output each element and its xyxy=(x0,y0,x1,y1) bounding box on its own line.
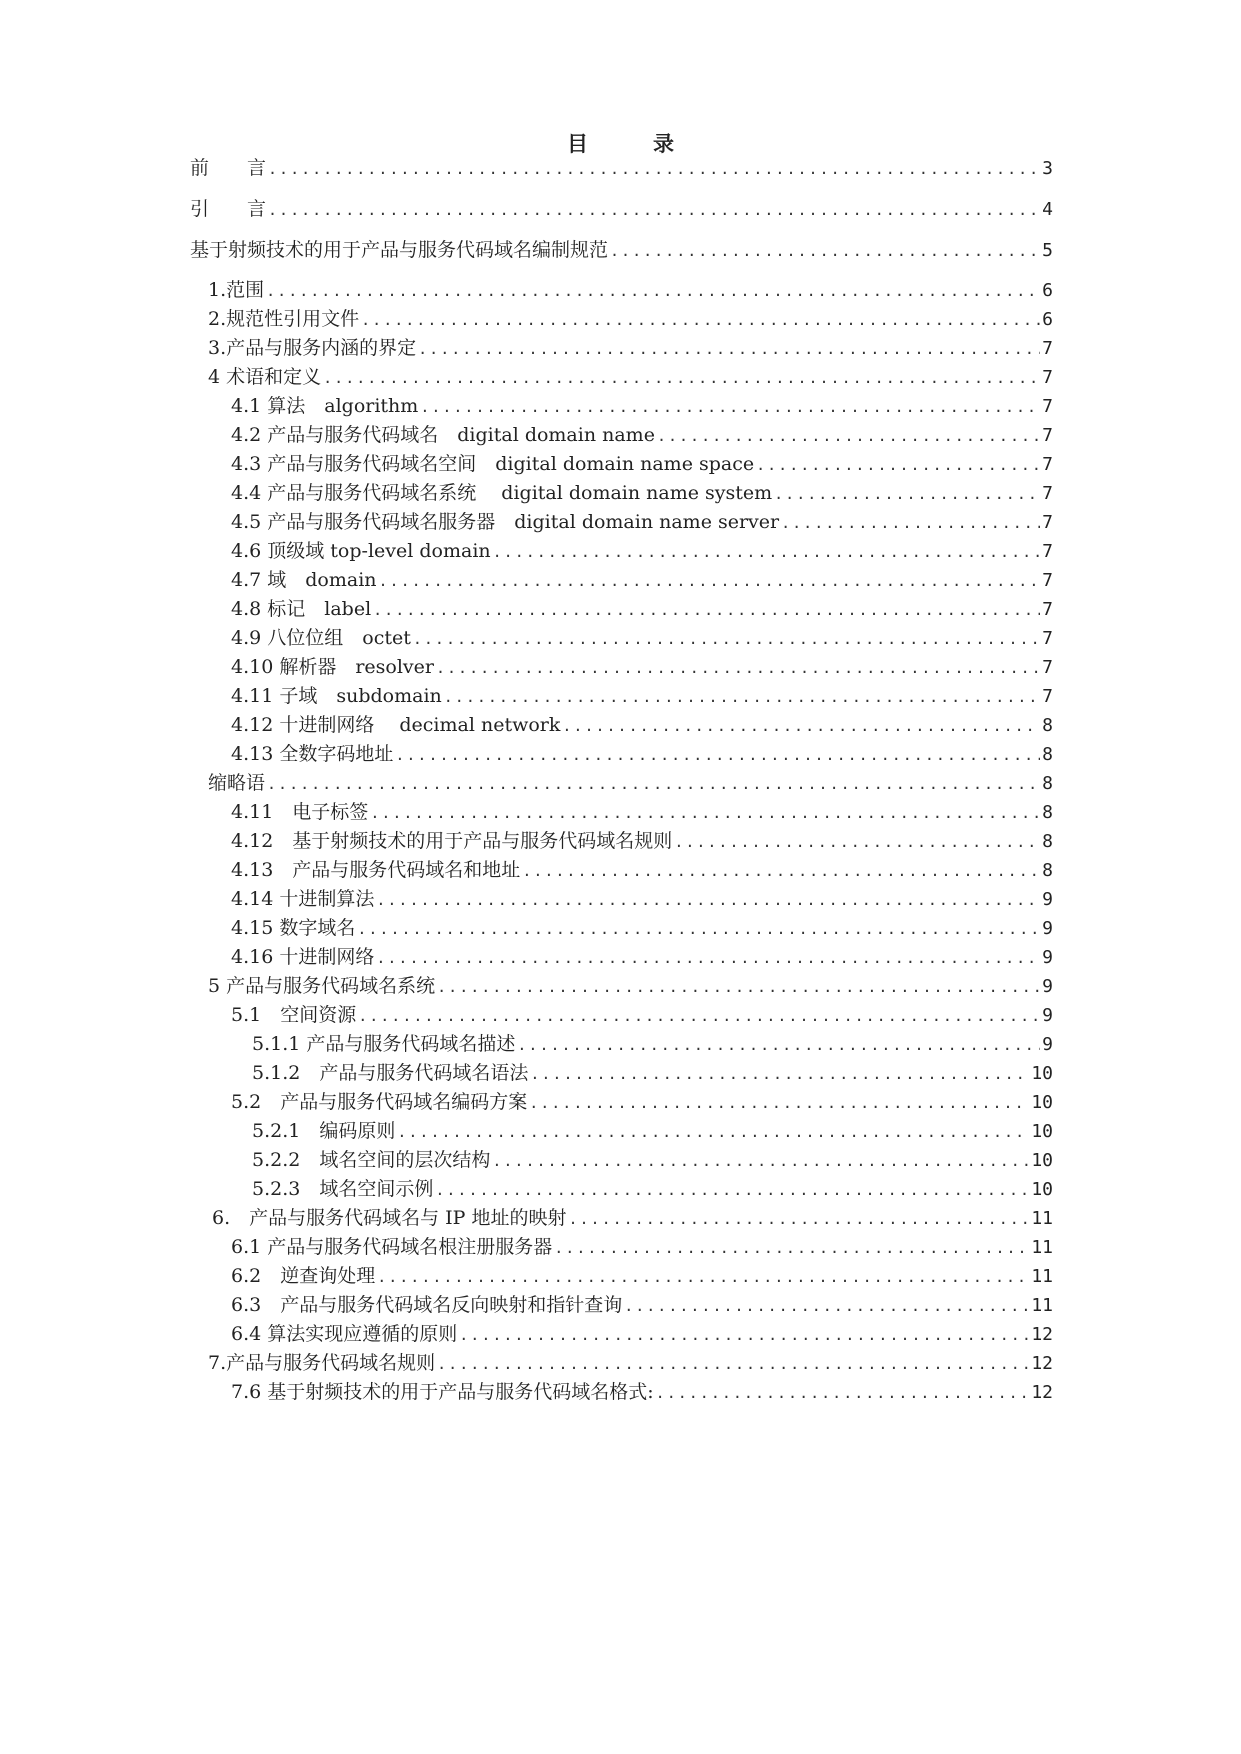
toc-leader-dots xyxy=(373,596,1040,624)
toc-leader-dots xyxy=(674,828,1040,856)
toc-leader-dots xyxy=(377,1263,1029,1291)
toc-entry-label: 4.8 标记 label xyxy=(231,598,372,620)
toc-entry[interactable] xyxy=(231,711,1053,739)
toc-entry-page: 9 xyxy=(1042,976,1053,997)
toc-entry[interactable] xyxy=(231,624,1053,652)
toc-leader-dots xyxy=(435,1176,1029,1204)
toc-entry-page: 7 xyxy=(1042,599,1053,620)
toc-entry-label: 5.2.2 域名空间的层次结构 xyxy=(252,1149,491,1171)
toc-entry-page: 5 xyxy=(1042,240,1053,261)
toc-entry-page: 7 xyxy=(1042,686,1053,707)
toc-entry-page: 7 xyxy=(1042,628,1053,649)
toc-entry-label: 4.13 全数字码地址 xyxy=(231,743,394,765)
toc-leader-dots xyxy=(459,1321,1029,1349)
toc-entry-label: 4.9 八位位组 octet xyxy=(231,627,411,649)
toc-entry-page: 7 xyxy=(1042,338,1053,359)
toc-entry-label: 6.1 产品与服务代码域名根注册服务器 xyxy=(231,1236,553,1258)
toc-entry-page: 8 xyxy=(1042,802,1053,823)
toc-entry-label: 5.2.3 域名空间示例 xyxy=(252,1178,434,1200)
toc-entry-label: 4.14 十进制算法 xyxy=(231,888,375,910)
toc-leader-dots xyxy=(266,277,1040,305)
toc-entry[interactable] xyxy=(231,885,1053,913)
toc-entry-page: 9 xyxy=(1042,918,1053,939)
toc-leader-dots xyxy=(554,1234,1029,1262)
toc-entry-label: 4.5 产品与服务代码域名服务器 digital domain name server xyxy=(231,511,780,533)
toc-leader-dots xyxy=(420,393,1040,421)
toc-entry-page: 8 xyxy=(1042,744,1053,765)
toc-leader-dots xyxy=(562,712,1040,740)
toc-entry-label: 基于射频技术的用于产品与服务代码域名编制规范 xyxy=(190,239,609,261)
toc-leader-dots xyxy=(493,538,1041,566)
toc-entry[interactable] xyxy=(208,1349,1053,1377)
toc-entry[interactable] xyxy=(252,1030,1053,1058)
toc-entry-label: 5.1.2 产品与服务代码域名语法 xyxy=(252,1062,529,1084)
toc-leader-dots xyxy=(530,1060,1029,1088)
toc-entry[interactable] xyxy=(231,653,1053,681)
toc-entry-label: 4.11 电子标签 xyxy=(231,801,369,823)
toc-entry[interactable] xyxy=(231,537,1053,565)
toc-leader-dots xyxy=(781,509,1040,537)
toc-leader-dots xyxy=(610,237,1040,265)
toc-entry-page: 6 xyxy=(1042,280,1053,301)
toc-entry-page: 6 xyxy=(1042,309,1053,330)
toc-entry-page: 8 xyxy=(1042,773,1053,794)
toc-entry[interactable] xyxy=(231,1291,1053,1319)
toc-leader-dots xyxy=(323,364,1040,392)
toc-entry-page: 9 xyxy=(1042,947,1053,968)
toc-entry[interactable] xyxy=(231,595,1053,623)
toc-leader-dots xyxy=(522,857,1040,885)
toc-entry-page: 12 xyxy=(1031,1324,1053,1345)
toc-entry-label: 3.产品与服务内涵的界定 xyxy=(208,337,417,359)
toc-entry-page: 11 xyxy=(1031,1295,1053,1316)
toc-entry-label: 4 术语和定义 xyxy=(208,366,322,388)
toc-entry-label: 4.10 解析器 resolver xyxy=(231,656,434,678)
toc-entry[interactable] xyxy=(231,914,1053,942)
toc-entry[interactable] xyxy=(231,1233,1053,1261)
toc-entry-page: 7 xyxy=(1042,483,1053,504)
toc-entry[interactable] xyxy=(231,421,1053,449)
toc-entry-page: 7 xyxy=(1042,425,1053,446)
toc-entry-label: 4.15 数字域名 xyxy=(231,917,356,939)
toc-leader-dots xyxy=(397,1118,1029,1146)
toc-entry-page: 8 xyxy=(1042,715,1053,736)
toc-entry-page: 11 xyxy=(1031,1208,1053,1229)
toc-leader-dots xyxy=(437,1350,1029,1378)
toc-entry[interactable] xyxy=(252,1175,1053,1203)
toc-entry[interactable] xyxy=(208,276,1053,304)
toc-entry[interactable] xyxy=(231,1262,1053,1290)
toc-entry-label: 2.规范性引用文件 xyxy=(208,308,360,330)
toc-entry[interactable] xyxy=(252,1117,1053,1145)
toc-entry-page: 11 xyxy=(1031,1237,1053,1258)
toc-entry[interactable] xyxy=(252,1146,1053,1174)
toc-entry-page: 9 xyxy=(1042,1005,1053,1026)
toc-leader-dots xyxy=(774,480,1040,508)
toc-entry[interactable] xyxy=(231,1378,1053,1406)
toc-entry-label: 1.范围 xyxy=(208,279,265,301)
toc-leader-dots xyxy=(379,567,1041,595)
toc-leader-dots xyxy=(624,1292,1029,1320)
toc-leader-dots xyxy=(413,625,1040,653)
toc-entry[interactable] xyxy=(231,392,1053,420)
toc-entry[interactable] xyxy=(190,236,1053,264)
toc-title: 目 录 xyxy=(567,132,696,156)
toc-entry-label: 4.1 算法 algorithm xyxy=(231,395,419,417)
toc-leader-dots xyxy=(361,306,1040,334)
toc-leader-dots xyxy=(376,944,1040,972)
toc-entry[interactable] xyxy=(231,682,1053,710)
toc-entry[interactable] xyxy=(208,334,1053,362)
toc-entry-label: 5 产品与服务代码域名系统 xyxy=(208,975,436,997)
toc-entry-label: 5.1.1 产品与服务代码域名描述 xyxy=(252,1033,516,1055)
toc-leader-dots xyxy=(395,741,1040,769)
toc-leader-dots xyxy=(529,1089,1029,1117)
toc-leader-dots xyxy=(436,654,1040,682)
toc-entry[interactable] xyxy=(231,1320,1053,1348)
toc-entry[interactable] xyxy=(208,363,1053,391)
toc-leader-dots xyxy=(418,335,1040,363)
toc-entry[interactable] xyxy=(231,740,1053,768)
toc-leader-dots xyxy=(444,683,1040,711)
toc-entry-page: 10 xyxy=(1031,1092,1053,1113)
toc-entry-label: 4.13 产品与服务代码域名和地址 xyxy=(231,859,521,881)
toc-entry[interactable] xyxy=(231,450,1053,478)
toc-entry-page: 7 xyxy=(1042,541,1053,562)
toc-leader-dots xyxy=(756,451,1040,479)
toc-entry[interactable] xyxy=(231,798,1053,826)
toc-leader-dots xyxy=(370,799,1040,827)
toc-entry-page: 7 xyxy=(1042,570,1053,591)
toc-leader-dots xyxy=(268,196,1040,224)
toc-entry-label: 4.12 十进制网络 decimal network xyxy=(231,714,561,736)
toc-entry[interactable] xyxy=(231,1088,1053,1116)
toc-entry-page: 12 xyxy=(1031,1382,1053,1403)
toc-leader-dots xyxy=(569,1205,1030,1233)
toc-entry-label: 4.16 十进制网络 xyxy=(231,946,375,968)
toc-entry-label: 6.4 算法实现应遵循的原则 xyxy=(231,1323,458,1345)
toc-leader-dots xyxy=(268,155,1040,183)
toc-leader-dots xyxy=(657,422,1040,450)
toc-entry-page: 11 xyxy=(1031,1266,1053,1287)
toc-entry-page: 9 xyxy=(1042,889,1053,910)
toc-entry[interactable] xyxy=(190,195,1053,223)
toc-entry[interactable] xyxy=(208,305,1053,333)
toc-entry-label: 4.12 基于射频技术的用于产品与服务代码域名规则 xyxy=(231,830,673,852)
toc-entry-label: 引 言 xyxy=(190,198,267,220)
toc-entry-label: 4.3 产品与服务代码域名空间 digital domain name space xyxy=(231,453,755,475)
toc-entry-page: 8 xyxy=(1042,831,1053,852)
toc-entry-label: 7.6 基于射频技术的用于产品与服务代码域名格式: xyxy=(231,1381,654,1403)
toc-entry[interactable] xyxy=(190,154,1053,182)
toc-entry-page: 10 xyxy=(1031,1179,1053,1200)
toc-entry[interactable] xyxy=(231,566,1053,594)
toc-entry[interactable] xyxy=(231,479,1053,507)
toc-entry-label: 5.2.1 编码原则 xyxy=(252,1120,396,1142)
toc-entry-page: 4 xyxy=(1042,199,1053,220)
toc-leader-dots xyxy=(656,1379,1030,1407)
toc-entry-page: 7 xyxy=(1042,512,1053,533)
toc-entry[interactable] xyxy=(231,856,1053,884)
toc-leader-dots xyxy=(267,770,1040,798)
toc-entry-page: 9 xyxy=(1042,1034,1053,1055)
toc-entry[interactable] xyxy=(231,1001,1053,1029)
toc-entry-label: 4.11 子域 subdomain xyxy=(231,685,442,707)
toc-leader-dots xyxy=(437,973,1040,1001)
toc-entry-label: 4.6 顶级域 top-level domain xyxy=(231,540,491,562)
toc-entry-label: 4.4 产品与服务代码域名系统 digital domain name system xyxy=(231,482,773,504)
toc-entry-page: 8 xyxy=(1042,860,1053,881)
toc-entry-label: 前 言 xyxy=(190,157,267,179)
toc-entry[interactable] xyxy=(231,508,1053,536)
toc-entry-label: 6.2 逆查询处理 xyxy=(231,1265,376,1287)
toc-leader-dots xyxy=(358,1002,1040,1030)
toc-entry[interactable] xyxy=(231,827,1053,855)
toc-leader-dots xyxy=(357,915,1040,943)
toc-entry-page: 10 xyxy=(1031,1121,1053,1142)
toc-entry-label: 6.3 产品与服务代码域名反向映射和指针查询 xyxy=(231,1294,623,1316)
toc-entry-label: 7.产品与服务代码域名规则 xyxy=(208,1352,436,1374)
toc-entry[interactable] xyxy=(212,1204,1053,1232)
toc-entry-label: 6. 产品与服务代码域名与 IP 地址的映射 xyxy=(212,1207,567,1229)
toc-entry-label: 5.2 产品与服务代码域名编码方案 xyxy=(231,1091,528,1113)
toc-entry[interactable] xyxy=(252,1059,1053,1087)
toc-entry-label: 缩略语 xyxy=(208,772,266,794)
toc-leader-dots xyxy=(376,886,1040,914)
toc-entry-page: 12 xyxy=(1031,1353,1053,1374)
toc-entry-page: 3 xyxy=(1042,158,1053,179)
toc-entry-page: 10 xyxy=(1031,1150,1053,1171)
toc-entry-label: 4.7 域 domain xyxy=(231,569,377,591)
toc-entry-page: 10 xyxy=(1031,1063,1053,1084)
toc-entry-page: 7 xyxy=(1042,454,1053,475)
toc-entry-label: 4.2 产品与服务代码域名 digital domain name xyxy=(231,424,655,446)
toc-entry-page: 7 xyxy=(1042,657,1053,678)
toc-leader-dots xyxy=(517,1031,1040,1059)
toc-entry-page: 7 xyxy=(1042,367,1053,388)
toc-leader-dots xyxy=(492,1147,1029,1175)
toc-entry[interactable] xyxy=(208,972,1053,1000)
toc-entry[interactable] xyxy=(208,769,1053,797)
toc-entry-label: 5.1 空间资源 xyxy=(231,1004,357,1026)
toc-entry[interactable] xyxy=(231,943,1053,971)
toc-entry-page: 7 xyxy=(1042,396,1053,417)
